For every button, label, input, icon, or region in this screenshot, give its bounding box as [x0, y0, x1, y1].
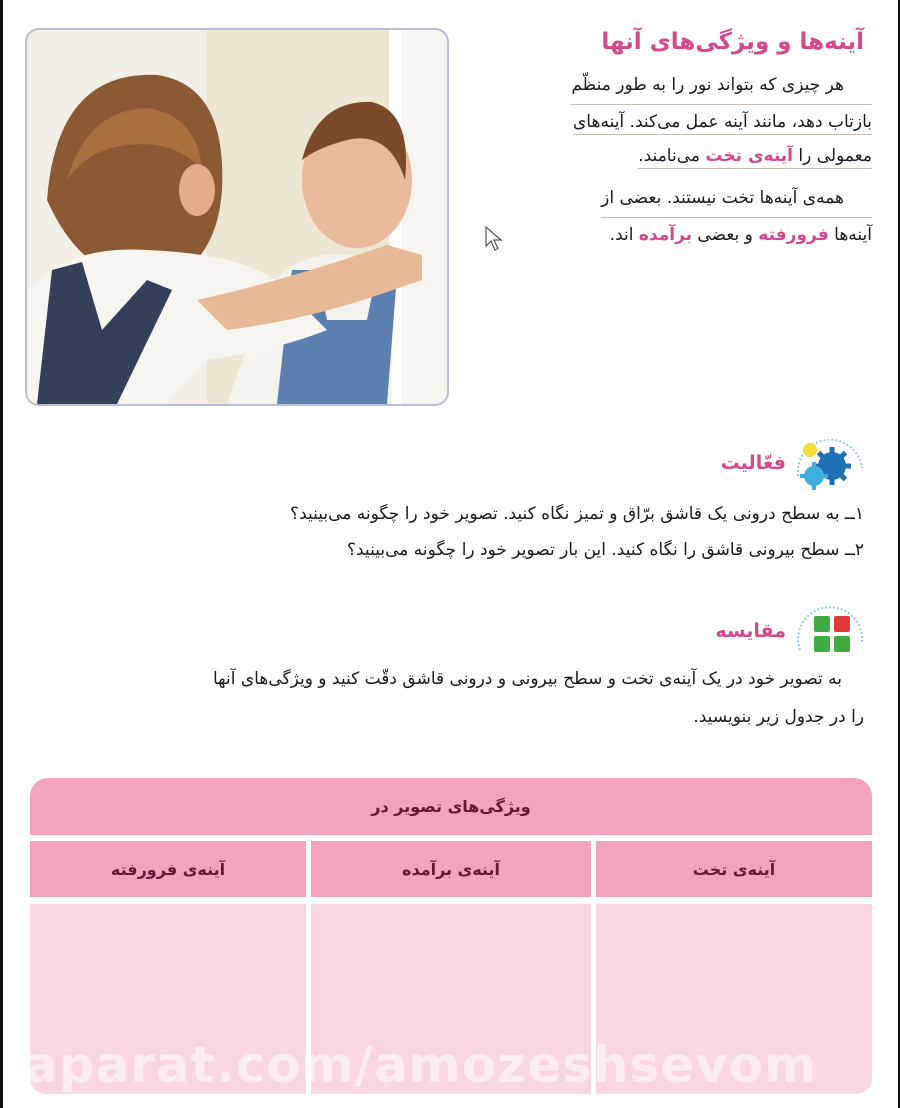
watermark: aparat.com/amozeshsevom [24, 1036, 818, 1094]
photo-illustration [27, 30, 447, 404]
term-flat-mirror: آینه‌ی تخت [705, 146, 793, 166]
intro-line-1: هر چیزی که بتواند نور را به طور منظّم [571, 68, 872, 105]
term-concave: فرورفته [758, 225, 829, 245]
intro-line-5-suffix: اند. [609, 225, 639, 245]
compare-line-2: را در جدول زیر بنویسید. [693, 707, 864, 727]
column-header-flat-mirror: آینه‌ی تخت [596, 841, 872, 897]
intro-line-3-suffix: می‌نامند. [638, 146, 706, 166]
intro-line-5 [610, 225, 872, 245]
compare-heading [715, 596, 870, 666]
video-frame-left-edge [0, 0, 3, 1108]
compare-label: مقایسه [715, 620, 786, 642]
intro-paragraph-2 [462, 181, 872, 252]
activity-list [44, 496, 864, 568]
section-title: آینه‌ها و ویژگی‌های آنها [601, 29, 864, 55]
intro-section [462, 22, 872, 252]
activity-item-1: ۱ــ به سطح درونی یک قاشق برّاق و تمیز نگاه کنید. تصویر خود را چگونه می‌بینید؟ [290, 504, 864, 524]
intro-paragraph-1 [462, 68, 872, 173]
activity-heading [721, 428, 870, 498]
activity-item-2: ۲ــ سطح بیرونی قاشق را نگاه کنید. این بار تصویر خود را چگونه می‌بینید؟ [347, 540, 864, 560]
mouse-cursor-icon [484, 226, 504, 252]
column-header-convex-mirror: آینه‌ی برآمده [311, 841, 591, 897]
grid-squares-icon [790, 596, 870, 666]
intro-line-5-mid: و بعضی [692, 225, 759, 245]
intro-line-4: همه‌ی آینه‌ها تخت نیستند. بعضی از [601, 181, 872, 218]
intro-line-3 [638, 146, 872, 169]
column-header-concave-mirror: آینه‌ی فرورفته [30, 841, 306, 897]
intro-line-2: بازتاب دهد، مانند آینه عمل می‌کند. آینه‌های [573, 112, 872, 135]
gears-sun-icon [790, 428, 870, 498]
compare-instructions [24, 660, 864, 736]
compare-line-1: به تصویر خود در یک آینه‌ی تخت و سطح بیرونی و درونی قاشق دقّت کنید و ویژگی‌های آنها [213, 669, 842, 689]
intro-line-3-prefix: معمولی را [792, 146, 872, 166]
term-convex: برآمده [638, 225, 693, 245]
table-title: ویژگی‌های تصویر در [30, 778, 872, 835]
intro-line-5-prefix: آینه‌ها [828, 225, 872, 245]
activity-label: فعّالیت [720, 452, 786, 474]
child-mirror-photo [25, 28, 449, 406]
